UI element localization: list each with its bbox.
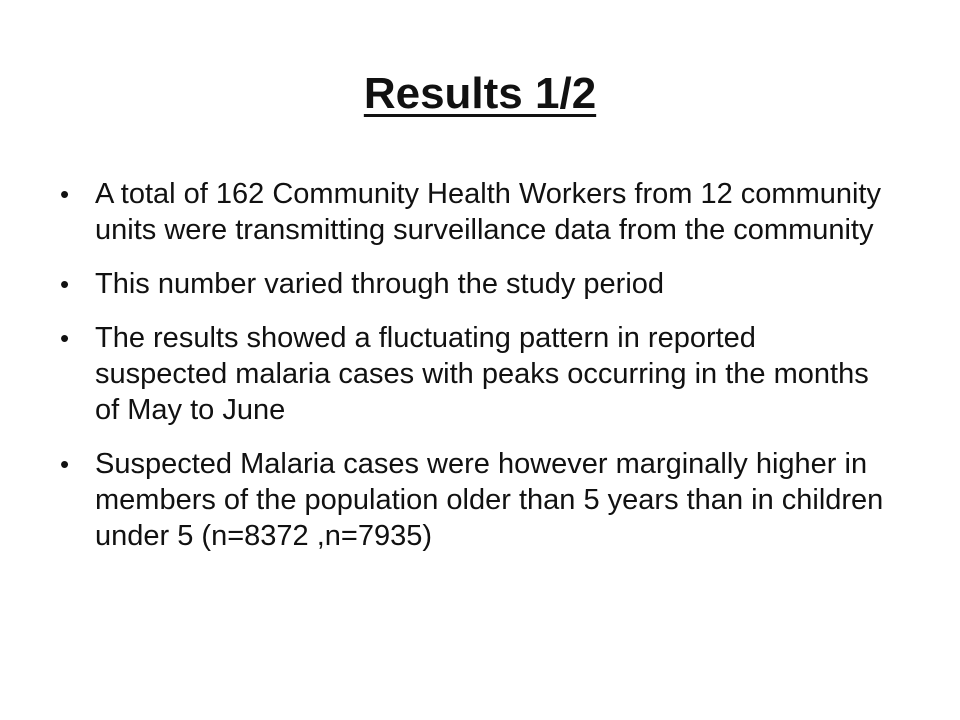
bullet-text: A total of 162 Community Health Workers from 12 community units were transmitting surveillance data from the community — [95, 178, 881, 246]
slide-title: Results 1/2 — [363, 69, 597, 118]
bullet-text: Suspected Malaria cases were however marginally higher in members of the population older than 5 years than in children under 5 (n=8372 ,n=7935) — [95, 448, 884, 552]
bullet-icon: • — [60, 323, 70, 353]
bullet-icon: • — [60, 179, 70, 209]
bullet-item — [58, 320, 894, 428]
bullet-text: The results showed a fluctuating pattern in reported suspected malaria cases with peaks occurring in the months of May to June — [95, 322, 869, 426]
bullet-item — [58, 446, 894, 554]
bullet-item — [58, 176, 894, 248]
bullet-list — [58, 176, 894, 572]
bullet-icon: • — [60, 449, 70, 479]
bullet-icon: • — [60, 269, 70, 299]
bullet-text: This number varied through the study period — [95, 268, 665, 300]
bullet-item — [58, 266, 894, 302]
